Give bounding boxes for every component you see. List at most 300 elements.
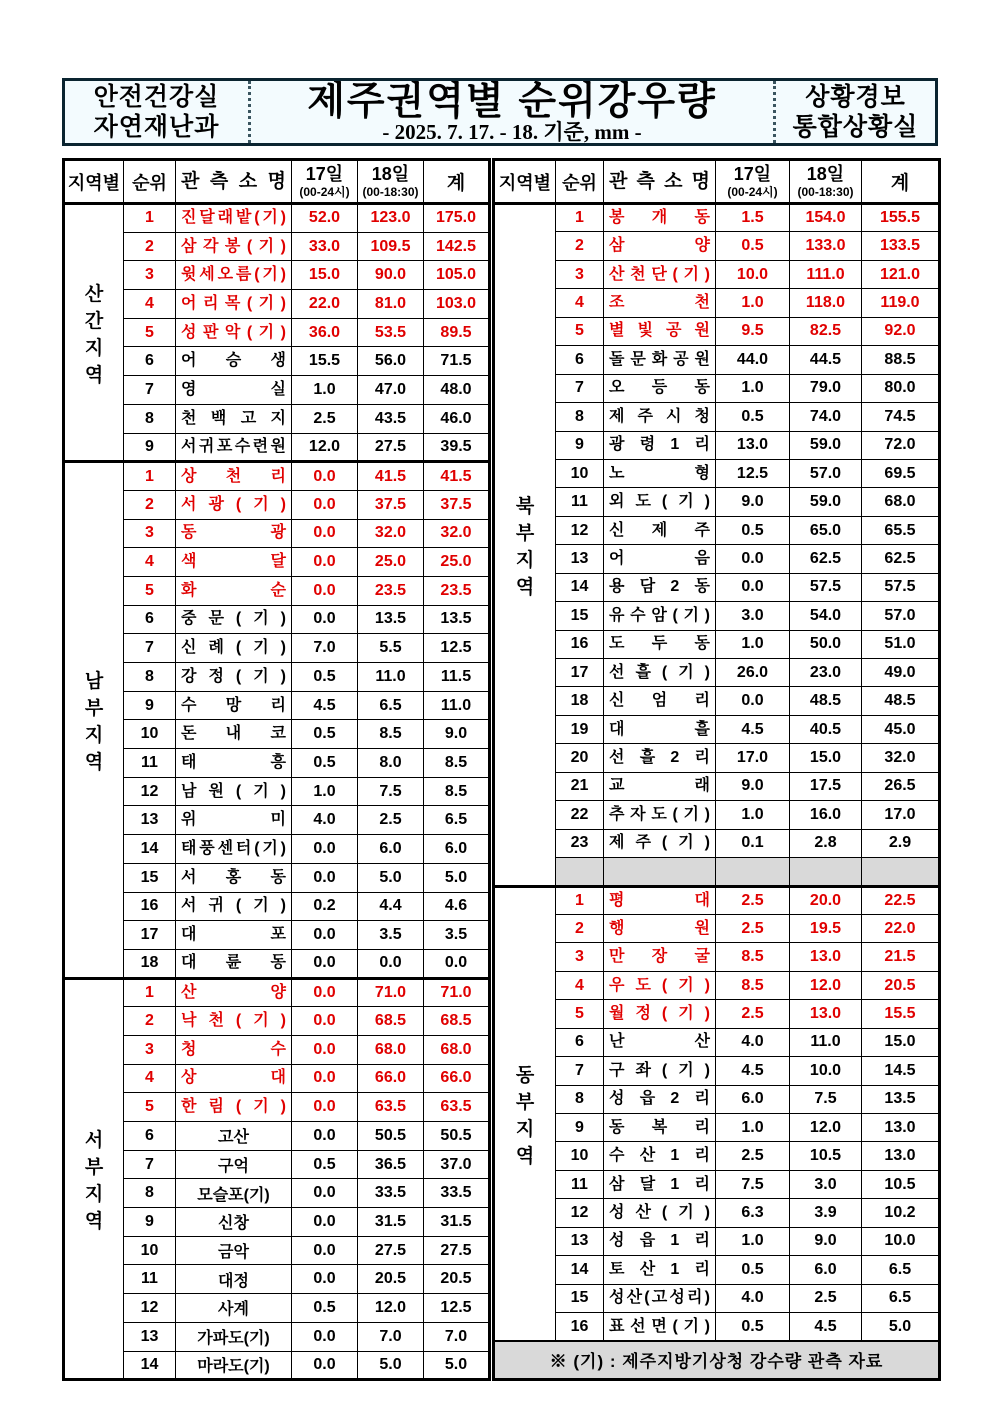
station-cell (176, 691, 292, 720)
station-char: ) (280, 323, 286, 341)
day17-cell: 0.0 (292, 548, 358, 577)
station-cell (176, 404, 292, 433)
region-char: 간 (84, 310, 104, 332)
total-cell: 45.0 (862, 715, 940, 743)
station-char: 시 (666, 407, 682, 425)
station-cell (176, 548, 292, 577)
region-char: 역 (84, 1210, 104, 1232)
rank-cell: 12 (124, 777, 176, 806)
day17-cell: 0.5 (716, 1256, 790, 1284)
rank-cell: 2 (556, 914, 604, 942)
station-name (176, 382, 291, 398)
rank-cell: 13 (556, 545, 604, 573)
day18-cell: 50.5 (358, 1122, 424, 1151)
station-char: 성 (669, 1289, 685, 1307)
station-cell (604, 1028, 716, 1056)
table-row (64, 749, 490, 778)
day18-cell: 5.5 (358, 634, 424, 663)
station-cell (604, 914, 716, 942)
day17-cell: 3.0 (716, 602, 790, 630)
station-char: 만 (609, 948, 625, 966)
station-char: 수 (270, 1040, 286, 1058)
day17-cell: 0.5 (292, 720, 358, 749)
station-char: 원 (694, 350, 710, 368)
station-char: 자 (630, 805, 646, 823)
station-cell (176, 376, 292, 405)
station-name (604, 210, 715, 226)
total-cell: 48.5 (862, 687, 940, 715)
table-row (64, 548, 490, 577)
rank-cell: 6 (124, 605, 176, 634)
station-name (604, 267, 715, 283)
station-cell (176, 978, 292, 1007)
table-row (494, 630, 940, 658)
rank-cell: 23 (556, 829, 604, 857)
station-char: ( (235, 495, 242, 513)
station-char: 륜 (225, 954, 242, 972)
day17-cell: 0.0 (292, 576, 358, 605)
station-char: 소 (664, 171, 683, 192)
total-cell: 50.5 (424, 1122, 490, 1151)
table-row (64, 290, 490, 319)
table-row (494, 1313, 940, 1341)
station-char: 귀 (198, 437, 215, 455)
rank-cell: 16 (556, 630, 604, 658)
station-char: 수 (181, 696, 197, 714)
table-row (494, 516, 940, 544)
day17-cell: 10.0 (716, 260, 790, 288)
station-char: 좌 (635, 1061, 651, 1079)
day17-cell: 0.5 (716, 516, 790, 544)
station-name (176, 554, 291, 570)
station-char: ( (661, 1004, 668, 1022)
rank-cell: 8 (124, 663, 176, 692)
station-char: 면 (651, 1317, 667, 1335)
station-cell: 신창 (176, 1208, 292, 1237)
day17-cell: 9.0 (716, 772, 790, 800)
station-char: 기 (678, 976, 694, 994)
station-char: ( (661, 834, 668, 852)
station-cell: 구억 (176, 1150, 292, 1179)
station-char: 포 (270, 926, 286, 944)
station-char: 고 (651, 1289, 668, 1307)
day18-cell: 3.0 (790, 1170, 862, 1198)
day17-cell: 12.5 (716, 459, 790, 487)
total-cell: 51.0 (862, 630, 940, 658)
station-char: 선 (609, 663, 625, 681)
day18-cell: 37.5 (358, 490, 424, 519)
day18-cell: 5.0 (358, 1351, 424, 1380)
station-char: 밭 (235, 209, 252, 227)
station-cell (604, 772, 716, 800)
station-char: 악 (224, 323, 241, 341)
station-char: 포 (216, 437, 233, 455)
station-char: 동 (694, 379, 710, 397)
station-column-header (176, 160, 292, 204)
station-char: 중 (181, 610, 197, 628)
rank-cell: 5 (556, 317, 604, 345)
station-char: 센 (217, 839, 234, 857)
station-cell (604, 886, 716, 914)
rank-cell: 18 (556, 687, 604, 715)
station-char: 기 (253, 495, 269, 513)
rank-cell: 17 (556, 659, 604, 687)
rank-cell: 11 (124, 749, 176, 778)
station-char: 광 (208, 495, 224, 513)
station-char: 진 (181, 209, 197, 227)
station-name (604, 1262, 715, 1278)
rank-cell: 14 (556, 573, 604, 601)
region-char: 북 (515, 495, 535, 517)
station-header-text (176, 172, 291, 191)
station-char: 태 (181, 839, 197, 857)
day17-header-main: 17일 (733, 164, 772, 185)
station-char: 삼 (609, 1175, 625, 1193)
rank-cell: 9 (556, 1114, 604, 1142)
station-char: 도 (651, 805, 667, 823)
rank-cell: 17 (124, 921, 176, 950)
table-row (64, 347, 490, 376)
table-row (494, 1028, 940, 1056)
table-row (64, 1093, 490, 1122)
station-name (604, 466, 715, 482)
station-char: ) (280, 610, 286, 628)
station-name (604, 380, 715, 396)
rank-cell: 4 (556, 289, 604, 317)
station-char: 광 (270, 524, 286, 542)
day17-cell: 0.5 (292, 1150, 358, 1179)
day18-column-header (790, 160, 862, 204)
station-char: 복 (651, 1118, 668, 1136)
station-char: 상 (181, 467, 197, 485)
total-cell: 17.0 (862, 801, 940, 829)
station-char: 소 (238, 171, 258, 192)
day18-cell: 7.5 (790, 1085, 862, 1113)
table-row (494, 204, 940, 232)
station-char: 리 (694, 749, 710, 767)
station-char: 코 (270, 725, 286, 743)
station-char: 리 (694, 1118, 710, 1136)
station-cell (604, 459, 716, 487)
table-row (64, 921, 490, 950)
station-char: ( (246, 294, 253, 312)
station-char: 생 (270, 352, 286, 370)
station-char: 달 (199, 209, 215, 227)
station-char: 추 (609, 805, 625, 823)
rank-cell: 12 (124, 1294, 176, 1323)
station-name (604, 835, 715, 851)
station-name (176, 210, 291, 226)
rank-cell: 9 (124, 433, 176, 462)
station-char: 유 (609, 606, 625, 624)
station-name (604, 579, 715, 595)
rank-cell: 5 (124, 318, 176, 347)
office-line1: 상황경보 (805, 83, 906, 111)
region-char: 부 (84, 697, 104, 719)
station-name (604, 1034, 715, 1050)
day17-cell: 52.0 (292, 204, 358, 233)
station-char: 풍 (199, 839, 215, 857)
total-cell: 15.5 (862, 1000, 940, 1028)
rank-cell: 3 (124, 1035, 176, 1064)
rank-cell: 13 (124, 806, 176, 835)
table-row (494, 1057, 940, 1085)
station-cell (604, 260, 716, 288)
station-cell (604, 744, 716, 772)
station-cell (604, 289, 716, 317)
station-char: 강 (181, 667, 197, 685)
day18-cell: 8.5 (358, 720, 424, 749)
total-cell: 142.5 (424, 232, 490, 261)
region-label (494, 204, 556, 887)
total-cell: 37.0 (424, 1150, 490, 1179)
station-char: ( (246, 323, 253, 341)
total-cell: 66.0 (424, 1064, 490, 1093)
table-row (494, 801, 940, 829)
station-header-text (604, 172, 715, 191)
day18-cell: 2.5 (790, 1284, 862, 1312)
station-char: 문 (630, 350, 646, 368)
station-char: ( (235, 1098, 242, 1116)
station-name (604, 921, 715, 937)
day17-cell: 1.0 (292, 376, 358, 405)
day18-cell: 7.5 (358, 777, 424, 806)
day18-cell: 10.5 (790, 1142, 862, 1170)
day17-cell: 6.3 (716, 1199, 790, 1227)
station-char: 신 (609, 692, 625, 710)
station-cell (604, 1085, 716, 1113)
rank-cell: 15 (124, 863, 176, 892)
station-char: 대 (609, 720, 625, 738)
region-char: 부 (515, 522, 535, 544)
station-name (604, 551, 715, 567)
station-name (604, 722, 715, 738)
total-cell: 68.0 (424, 1035, 490, 1064)
day17-cell: 1.0 (716, 1227, 790, 1255)
total-cell: 13.5 (862, 1085, 940, 1113)
station-cell (176, 347, 292, 376)
total-cell: 31.5 (424, 1208, 490, 1237)
station-char: 1 (670, 1175, 680, 1193)
station-char: ) (280, 294, 286, 312)
day18-cell: 109.5 (358, 232, 424, 261)
station-char: 도 (635, 493, 651, 511)
station-name (604, 1006, 715, 1022)
station-cell (604, 943, 716, 971)
station-name (176, 611, 291, 627)
station-char: 래 (694, 777, 710, 795)
total-cell: 68.5 (424, 1007, 490, 1036)
station-name (604, 409, 715, 425)
rank-cell: 12 (556, 516, 604, 544)
station-char: 대 (181, 926, 197, 944)
table-row (494, 914, 940, 942)
day18-cell: 8.0 (358, 749, 424, 778)
station-char: ) (704, 606, 710, 624)
day17-cell: 0.0 (716, 573, 790, 601)
total-cell: 12.5 (424, 634, 490, 663)
station-char: 도 (635, 976, 651, 994)
station-cell (176, 835, 292, 864)
day18-cell: 68.0 (358, 1035, 424, 1064)
station-cell (604, 346, 716, 374)
station-char: 표 (609, 1317, 625, 1335)
station-char: ( (235, 639, 242, 657)
station-cell (604, 659, 716, 687)
day17-header-sub: (00-24시) (299, 184, 350, 199)
table-row (64, 806, 490, 835)
station-char: 1 (670, 1260, 680, 1278)
day18-cell: 44.5 (790, 346, 862, 374)
region-char: 역 (84, 364, 104, 386)
table-row (494, 346, 940, 374)
station-char: 수 (609, 1147, 625, 1165)
station-char: 실 (270, 380, 286, 398)
rank-cell: 3 (124, 519, 176, 548)
rank-cell: 9 (124, 691, 176, 720)
day17-cell: 0.5 (292, 749, 358, 778)
day17-cell: 17.0 (716, 744, 790, 772)
station-char: 리 (270, 696, 286, 714)
rank-cell: 2 (124, 1007, 176, 1036)
day18-cell: 66.0 (358, 1064, 424, 1093)
station-char: 1 (670, 436, 680, 454)
station-char: 서 (181, 437, 197, 455)
station-name (176, 812, 291, 828)
station-cell (176, 863, 292, 892)
rank-column-header: 순위 (556, 160, 604, 204)
total-cell: 72.0 (862, 431, 940, 459)
total-cell: 20.5 (862, 971, 940, 999)
table-row (494, 1199, 940, 1227)
table-row (494, 260, 940, 288)
total-cell: 4.6 (424, 892, 490, 921)
station-char: 세 (199, 266, 215, 284)
day18-cell: 82.5 (790, 317, 862, 345)
station-char: 읍 (639, 1090, 656, 1108)
table-row (64, 462, 490, 491)
table-row (64, 663, 490, 692)
day18-header-sub: (00-18:30) (797, 184, 854, 199)
station-char: 빛 (637, 322, 653, 340)
station-cell (176, 1064, 292, 1093)
station-char: 공 (666, 322, 682, 340)
day17-cell: 9.0 (716, 488, 790, 516)
rank-cell: 14 (124, 835, 176, 864)
table-row (494, 1142, 940, 1170)
day17-cell: 4.0 (716, 1284, 790, 1312)
table-row (494, 971, 940, 999)
total-cell: 33.5 (424, 1179, 490, 1208)
station-char: 기 (678, 1204, 694, 1222)
station-char: ( (661, 493, 668, 511)
day17-cell: 0.0 (292, 519, 358, 548)
table-row (64, 204, 490, 233)
station-name (176, 698, 291, 714)
station-char: 선 (609, 749, 625, 767)
station-char: 홍 (225, 868, 242, 886)
station-char: ) (704, 1317, 710, 1335)
station-char: ) (704, 663, 710, 681)
station-char: 성 (181, 323, 197, 341)
station-name (176, 439, 291, 455)
station-name (604, 437, 715, 453)
rank-cell: 8 (124, 404, 176, 433)
table-row (64, 634, 490, 663)
day17-cell: 44.0 (716, 346, 790, 374)
total-cell: 10.5 (862, 1170, 940, 1198)
region-char: 역 (515, 576, 535, 598)
total-cell: 105.0 (424, 261, 490, 290)
station-name (176, 353, 291, 369)
station-char: 굴 (694, 948, 710, 966)
station-char: 관 (181, 171, 200, 192)
station-char: 기 (678, 663, 694, 681)
total-cell: 89.5 (424, 318, 490, 347)
station-name (604, 1148, 715, 1164)
station-char: 기 (253, 1012, 269, 1030)
station-cell (176, 204, 292, 233)
rank-cell: 13 (124, 1322, 176, 1351)
station-char: 미 (270, 811, 286, 829)
station-char: 내 (225, 725, 242, 743)
region-char: 지 (515, 1118, 535, 1140)
total-cell: 57.5 (862, 573, 940, 601)
total-cell: 8.5 (424, 777, 490, 806)
station-char: 기 (258, 323, 275, 341)
station-char: 름 (235, 266, 252, 284)
station-char: 기 (262, 266, 278, 284)
station-char: 삼 (609, 237, 625, 255)
station-char: 관 (609, 171, 628, 192)
station-char: ) (280, 209, 286, 227)
station-char: ) (280, 1012, 286, 1030)
rank-cell: 16 (124, 892, 176, 921)
rank-cell: 11 (556, 1170, 604, 1198)
station-char: 삼 (181, 237, 197, 255)
station-cell (604, 374, 716, 402)
station-name (604, 238, 715, 254)
station-name (176, 898, 291, 914)
day17-cell: 15.5 (292, 347, 358, 376)
table-row (494, 1170, 940, 1198)
station-char: 산 (639, 1147, 656, 1165)
table-row (64, 978, 490, 1007)
day17-cell: 0.5 (292, 1294, 358, 1323)
station-char: ) (704, 265, 710, 283)
station-cell (176, 1007, 292, 1036)
station-char: 토 (609, 1260, 625, 1278)
total-cell: 22.5 (862, 886, 940, 914)
table-row (494, 1284, 940, 1312)
station-char: ( (235, 610, 242, 628)
day18-cell: 56.0 (358, 347, 424, 376)
rank-cell: 1 (556, 886, 604, 914)
total-cell: 103.0 (424, 290, 490, 319)
station-cell: 금악 (176, 1236, 292, 1265)
total-cell: 155.5 (862, 204, 940, 232)
day18-cell: 11.0 (790, 1028, 862, 1056)
day18-cell: 36.5 (358, 1150, 424, 1179)
rank-cell: 4 (556, 971, 604, 999)
station-char: 구 (609, 1061, 625, 1079)
table-row (64, 863, 490, 892)
day17-cell: 0.0 (292, 1007, 358, 1036)
day18-cell: 13.0 (790, 943, 862, 971)
day17-cell: 2.5 (292, 404, 358, 433)
table-row (494, 403, 940, 431)
station-char: 명 (267, 171, 286, 192)
